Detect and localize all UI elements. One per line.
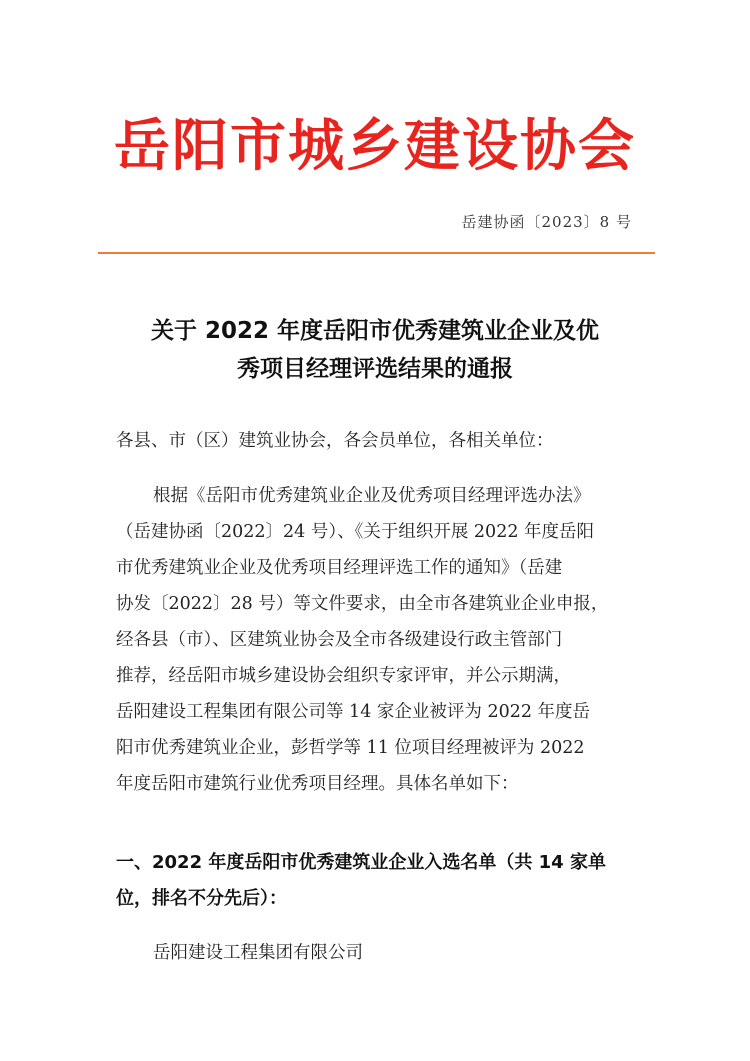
document-number: 岳建协函〔2023〕8 号 [461,213,632,231]
paragraph-line: 阳市优秀建筑业企业，彭哲学等 11 位项目经理被评为 2022 [116,738,585,758]
paragraph-line: 年度岳阳市建筑行业优秀项目经理。具体名单如下： [116,774,519,794]
paragraph-line: 根据《岳阳市优秀建筑业企业及优秀项目经理评选办法》 [153,486,591,506]
organization-header: 岳阳市城乡建设协会 [114,113,636,179]
document-title [100,312,650,388]
salutation: 各县、市（区）建筑业协会，各会员单位，各相关单位： [116,431,554,451]
paragraph-line: 推荐，经岳阳市城乡建设协会组织专家评审，并公示期满， [116,666,571,686]
list-item: 岳阳建设工程集团有限公司 [153,943,363,963]
paragraph-line: 市优秀建筑业企业及优秀项目经理评选工作的通知》（岳建 [116,558,563,578]
section-heading-line-1: 一、2022 年度岳阳市优秀建筑业企业入选名单（共 14 家单 [116,852,606,873]
paragraph-line: 协发〔2022〕28 号）等文件要求，由全市各建筑业企业申报， [116,594,609,614]
paragraph-line: （岳建协函〔2022〕24 号）、《关于组织开展 2022 年度岳阳 [116,522,595,542]
title-line-2: 秀项目经理评选结果的通报 [237,356,513,382]
paragraph-line: 岳阳建设工程集团有限公司等 14 家企业被评为 2022 年度岳 [116,702,591,722]
body-paragraph [116,478,646,802]
section-heading-line-2: 位，排名不分先后）： [116,888,287,909]
paragraph-line: 经各县（市）、区建筑业协会及全市各级建设行政主管部门 [116,630,563,650]
header-divider [98,252,655,254]
section-heading [116,845,656,917]
title-line-1: 关于 2022 年度岳阳市优秀建筑业企业及优 [150,318,600,344]
